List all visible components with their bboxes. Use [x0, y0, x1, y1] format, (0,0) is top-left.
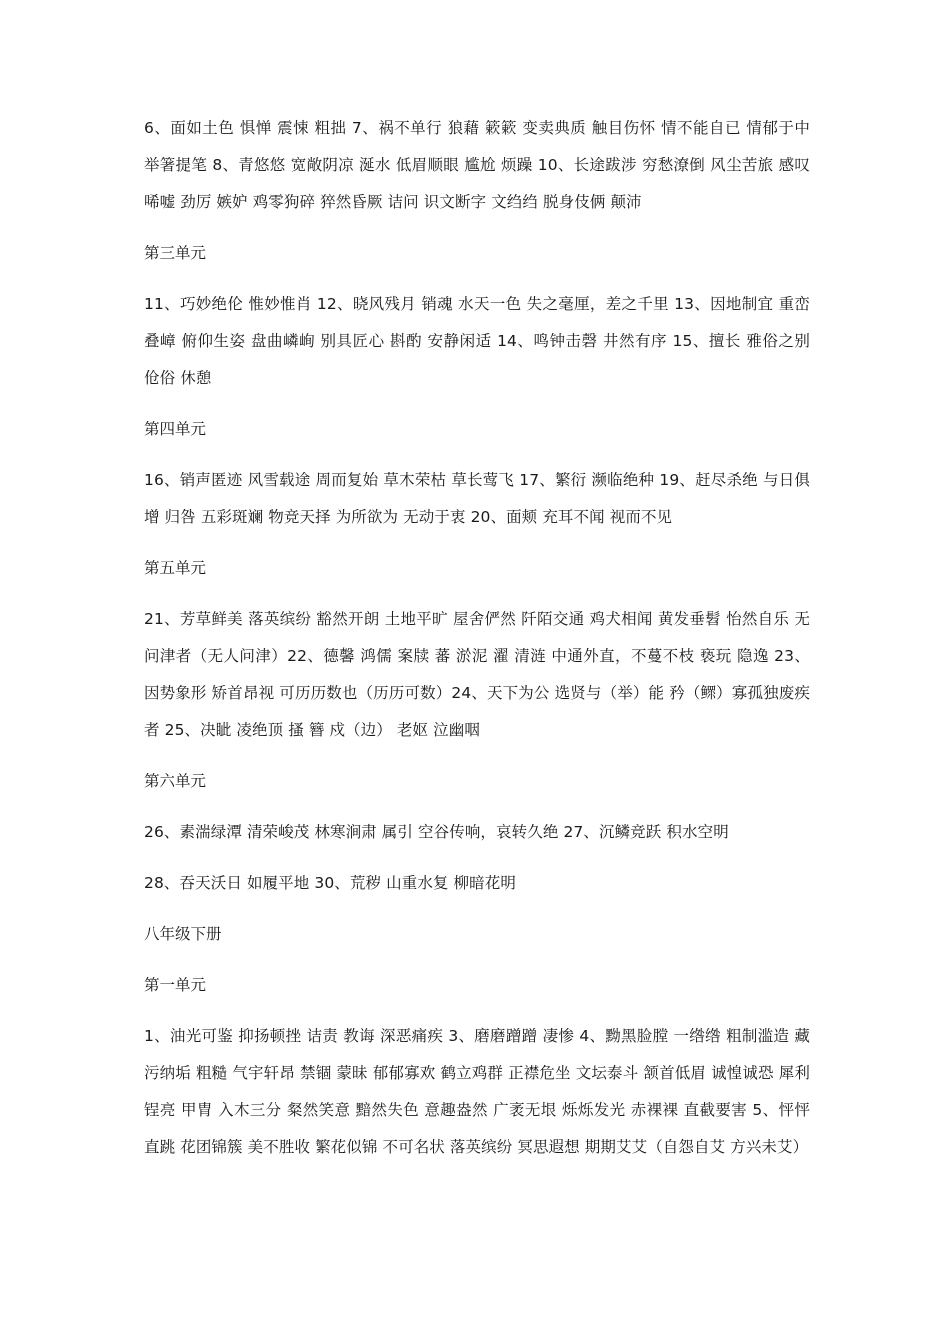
heading-unit5: 第五单元 [144, 559, 207, 577]
paragraph-unit4-vocab: 16、销声匿迹 风雪载途 周而复始 草木荣枯 草长莺飞 17、繁衍 濒临绝种 19、赶尽杀绝 与日俱增 归咎 五彩斑斓 物竞天择 为所欲为 无动于衷 20、面颊 充耳不闻 视而不见 [144, 471, 810, 526]
heading-unit4: 第四单元 [144, 420, 207, 438]
paragraph-unit5-vocab: 21、芳草鲜美 落英缤纷 豁然开朗 土地平旷 屋舍俨然 阡陌交通 鸡犬相闻 黄发垂髫 怡然自乐 无问津者（无人问津）22、德馨 鸿儒 案牍 蕃 淤泥 濯 清涟 中通外直，不蔓不枝 亵玩 隐逸 23、因势象形 矫首昂视 可历历数也（历历可数）24、天下为公 选贤与（举）能 矜（鳏）寡孤独废疾者 25、决眦 凌绝顶 搔 簪 戍（边） 老妪 泣幽咽 [144, 610, 810, 739]
heading-grade8-book2: 八年级下册 [144, 925, 222, 943]
paragraph-unit2-vocab: 6、面如土色 惧惮 震悚 粗拙 7、祸不单行 狼藉 簌簌 变卖典质 触目伤怀 情不能自已 情郁于中 举箸提笔 8、青悠悠 宽敞阴凉 涎水 低眉顺眼 尴尬 烦躁 10、长途跋涉 穷愁潦倒 风尘苦旅 感叹唏嘘 劲厉 嫉妒 鸡零狗碎 猝然昏厥 诘问 识文断字 文绉绉 脱身伎俩 颠沛 [144, 119, 810, 211]
paragraph-unit1-vocab: 1、油光可鉴 抑扬顿挫 诘责 教诲 深恶痛疾 3、磨磨蹭蹭 凄惨 4、黝黑脸膛 一绺绺 粗制滥造 藏污纳垢 粗糙 气宇轩昂 禁锢 蒙昧 郁郁寡欢 鹤立鸡群 正襟危坐 文坛泰斗 颔首低眉 诚惶诚恐 犀利 锃亮 甲胄 入木三分 粲然笑意 黯然失色 意趣盎然 广袤无垠 烁烁发光 赤裸裸 直截要害 5、怦怦直跳 花团锦簇 美不胜收 繁花似锦 不可名状 落英缤纷 冥思遐想 期期艾艾（自怨自艾 方兴未艾） [144, 1027, 810, 1156]
paragraph-unit3-vocab: 11、巧妙绝伦 惟妙惟肖 12、晓风残月 销魂 水天一色 失之毫厘，差之千里 13、因地制宜 重峦叠嶂 俯仰生姿 盘曲嶙峋 别具匠心 斟酌 安静闲适 14、鸣钟击磬 井然有序 15、擅长 雅俗之别 伧俗 休憩 [144, 295, 810, 387]
heading-unit1: 第一单元 [144, 976, 207, 994]
paragraph-unit6-vocab-a: 26、素湍绿潭 清荣峻茂 林寒涧肃 属引 空谷传响，哀转久绝 27、沉鳞竞跃 积水空明 [144, 823, 729, 841]
heading-unit3: 第三单元 [144, 244, 207, 262]
heading-unit6: 第六单元 [144, 772, 207, 790]
paragraph-unit6-vocab-b: 28、吞天沃日 如履平地 30、荒秽 山重水复 柳暗花明 [144, 874, 516, 892]
